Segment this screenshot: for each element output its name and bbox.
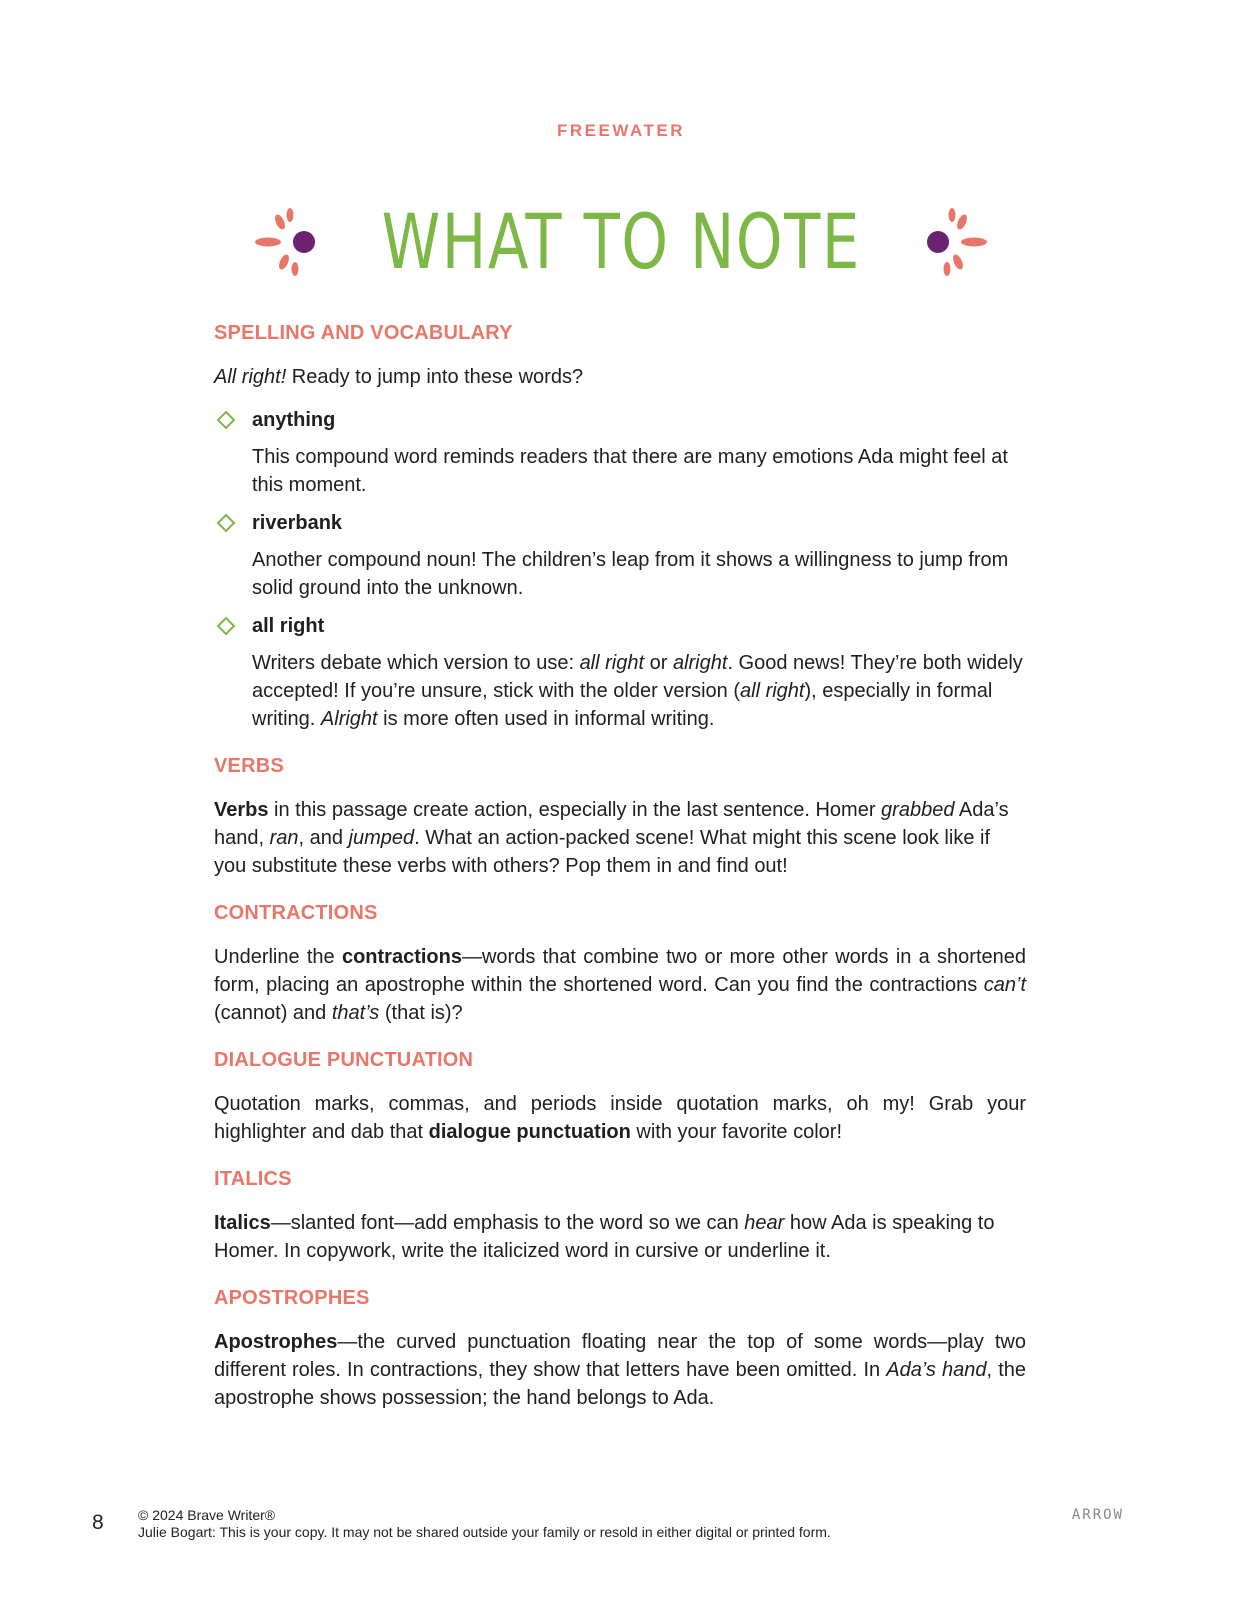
license-line: Julie Bogart: This is your copy. It may not be shared outside your family or resold in either digital or printed form. bbox=[138, 1524, 831, 1540]
heading-contractions: CONTRACTIONS bbox=[214, 902, 378, 924]
vocab-description: This compound word reminds readers that there are many emotions Ada might feel at this moment. bbox=[252, 446, 1008, 496]
copyright-line: © 2024 Brave Writer® bbox=[138, 1507, 276, 1523]
arrow-logo: ARROW bbox=[1071, 1507, 1124, 1523]
flower-right-icon bbox=[918, 202, 988, 282]
heading-apostrophes: APOSTROPHES bbox=[214, 1287, 370, 1309]
heading-verbs: VERBS bbox=[214, 755, 284, 777]
flower-left-icon bbox=[254, 202, 324, 282]
apostrophes-paragraph: Apostrophes—the curved punctuation floating near the top of some words—play two different roles. In contractions, they show that letters have been omitted. In Ada’s hand, the apostrophe shows possession; the hand belongs to Ada. bbox=[214, 1331, 1027, 1409]
contractions-paragraph: Underline the contractions—words that combine two or more other words in a shortened form, placing an apostrophe within the shortened word. Can you find the contractions can’t (cannot) and that’s (that is)? bbox=[214, 946, 1026, 1024]
running-head: FREEWATER bbox=[557, 121, 685, 140]
section-apostrophes bbox=[214, 1287, 1026, 1412]
vocab-word: all right bbox=[252, 615, 325, 637]
vocab-word: riverbank bbox=[252, 512, 343, 534]
spelling-intro: All right! Ready to jump into these words? bbox=[214, 366, 584, 388]
main-content bbox=[214, 322, 1026, 1412]
verbs-paragraph: Verbs in this passage create action, especially in the last sentence. Homer grabbed Ada’s hand, ran, and jumped. What an action-packed scene! What might this scene look like if you substitute these verbs with others? Pop them in and find out! bbox=[214, 799, 1009, 877]
page-number: 8 bbox=[92, 1511, 104, 1534]
vocab-description: Writers debate which version to use: all right or alright. Good news! They’re both widely accepted! If you’re unsure, stick with the older version (all right), especially in formal writing. Alright is more often used in informal writing. bbox=[252, 652, 1023, 730]
heading-italics: ITALICS bbox=[214, 1168, 292, 1190]
heading-dialogue: DIALOGUE PUNCTUATION bbox=[214, 1049, 474, 1071]
vocab-word: anything bbox=[252, 409, 336, 431]
heading-spelling: SPELLING AND VOCABULARY bbox=[214, 322, 513, 344]
footer-copyright bbox=[138, 1507, 831, 1541]
section-italics bbox=[214, 1168, 1026, 1265]
vocab-item-riverbank bbox=[214, 509, 1026, 602]
section-verbs bbox=[214, 755, 1026, 880]
diamond-bullet-icon bbox=[216, 616, 236, 636]
vocab-item-all-right bbox=[214, 612, 1026, 733]
diamond-bullet-icon bbox=[216, 513, 236, 533]
vocab-description: Another compound noun! The children’s leap from it shows a willingness to jump from solid ground into the unknown. bbox=[252, 549, 1009, 599]
vocab-item-anything bbox=[214, 406, 1026, 499]
dialogue-paragraph: Quotation marks, commas, and periods inside quotation marks, oh my! Grab your highlighter and dab that dialogue punctuation with your favorite color! bbox=[214, 1093, 1026, 1143]
page-title: WHAT TO NOTE bbox=[381, 197, 861, 286]
title-row bbox=[0, 192, 1242, 292]
section-contractions bbox=[214, 902, 1026, 1027]
italics-paragraph: Italics—slanted font—add emphasis to the word so we can hear how Ada is speaking to Homer. In copywork, write the italicized word in cursive or underline it. bbox=[214, 1212, 995, 1262]
diamond-bullet-icon bbox=[216, 410, 236, 430]
section-dialogue bbox=[214, 1049, 1026, 1146]
